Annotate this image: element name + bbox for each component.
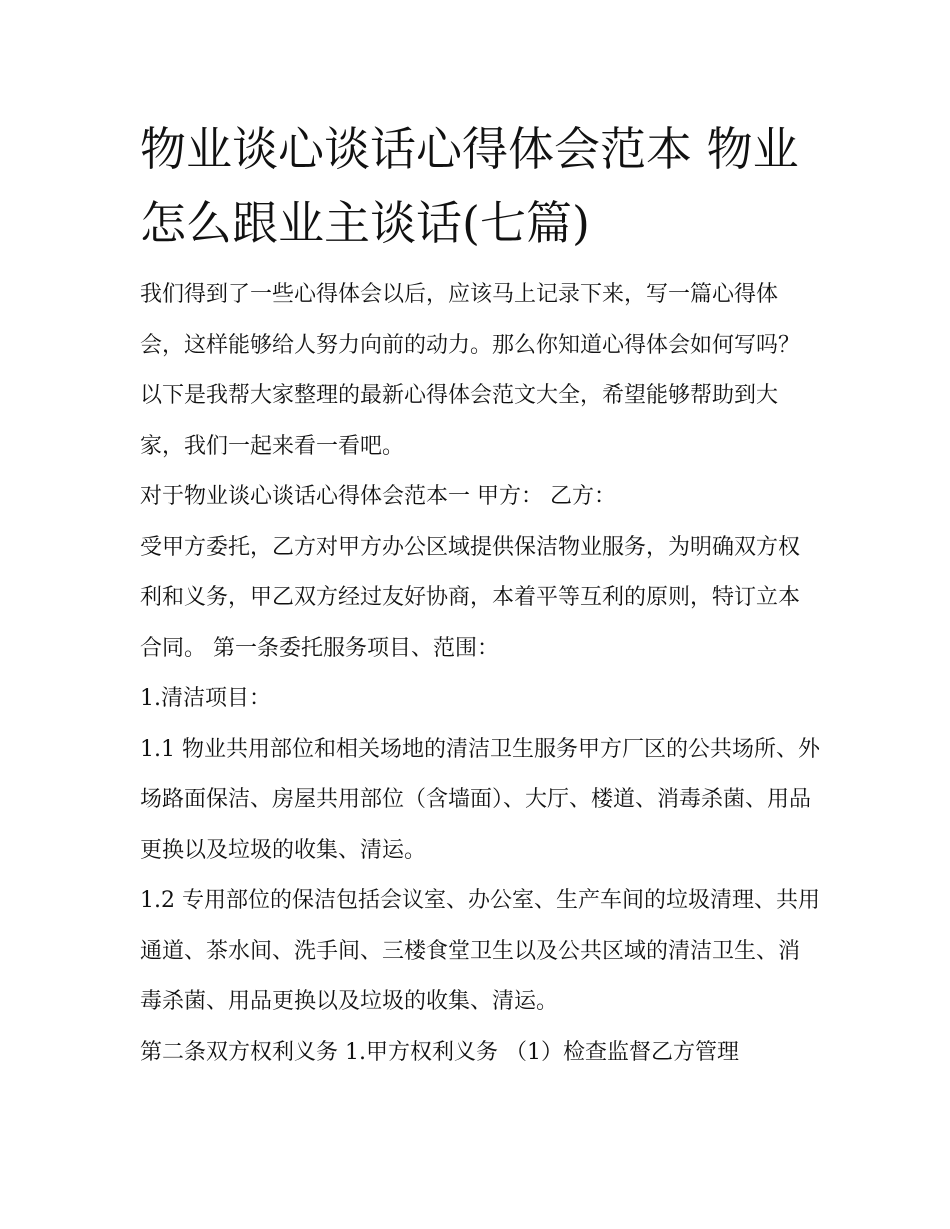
document-title: 物业谈心谈话心得体会范本 物业怎么跟业主谈话(七篇) xyxy=(140,122,799,250)
document-content xyxy=(140,112,820,1078)
clause-1-2-paragraph: 1.2 专用部位的保洁包括会议室、办公室、生产车间的垃圾清理、共用通道、茶水间、洗手间、三楼食堂卫生以及公共区域的清洁卫生、消毒杀菌、用品更换以及垃圾的收集、清运。 xyxy=(140,888,820,1014)
article-2-paragraph: 第二条双方权利义务 1.甲方权利义务 （1）检查监督乙方管理 xyxy=(140,1039,739,1065)
clause-1-1-paragraph: 1.1 物业共用部位和相关场地的清洁卫生服务甲方厂区的公共场所、外场路面保洁、房屋共用部位（含墙面）、大厅、楼道、消毒杀菌、用品更换以及垃圾的收集、清运。 xyxy=(140,736,820,863)
intro-paragraph: 我们得到了一些心得体会以后，应该马上记录下来，写一篇心得体会，这样能够给人努力向前的动力。那么你知道心得体会如何写吗？以下是我帮大家整理的最新心得体会范文大全，希望能够帮助到大家，我们一起来看一看吧。 xyxy=(140,282,801,459)
parties-line: 对于物业谈心谈话心得体会范本一 甲方： 乙方： xyxy=(140,484,616,509)
contract-preamble-paragraph: 受甲方委托，乙方对甲方办公区域提供保洁物业服务，为明确双方权利和义务，甲乙双方经过友好协商，本着平等互利的原则，特订立本合同。 第一条委托服务项目、范围： xyxy=(140,534,801,661)
cleaning-items-heading: 1.清洁项目： xyxy=(140,686,271,711)
